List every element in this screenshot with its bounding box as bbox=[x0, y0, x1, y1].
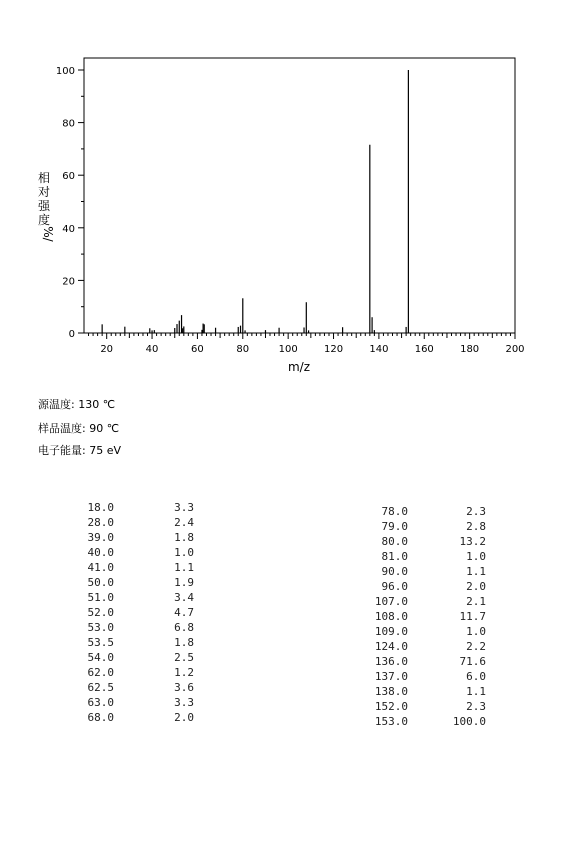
y-tick-label: 60 bbox=[62, 171, 75, 183]
abundance-value: 4.7 bbox=[174, 606, 194, 619]
abundance-value: 1.8 bbox=[174, 531, 194, 544]
table-row bbox=[60, 695, 200, 710]
table-row bbox=[340, 564, 490, 579]
mz-value: 54.0 bbox=[87, 651, 114, 664]
abundance-value: 1.9 bbox=[174, 576, 194, 589]
mz-value: 90.0 bbox=[381, 565, 408, 578]
table-row bbox=[340, 549, 490, 564]
table-row bbox=[340, 594, 490, 609]
table-row bbox=[60, 590, 200, 605]
mz-value: 63.0 bbox=[87, 696, 114, 709]
mz-value: 53.0 bbox=[87, 621, 114, 634]
table-row bbox=[60, 665, 200, 680]
x-axis bbox=[89, 333, 525, 355]
x-tick-label: 120 bbox=[323, 344, 344, 355]
table-row bbox=[340, 654, 490, 669]
table-row bbox=[60, 530, 200, 545]
mz-value: 96.0 bbox=[381, 580, 408, 593]
source-temperature: 源温度: 130 ℃ bbox=[38, 398, 116, 411]
mz-value: 51.0 bbox=[87, 591, 114, 604]
abundance-value: 2.8 bbox=[466, 520, 486, 533]
abundance-value: 1.0 bbox=[466, 550, 486, 563]
y-tick-label: 100 bbox=[55, 66, 75, 77]
mz-value: 41.0 bbox=[87, 561, 114, 574]
x-tick-label: 140 bbox=[369, 344, 389, 355]
table-row bbox=[60, 500, 200, 515]
peak-table-right bbox=[340, 504, 490, 729]
abundance-value: 1.1 bbox=[174, 561, 194, 574]
peak-table-left bbox=[60, 500, 200, 725]
x-tick-label: 100 bbox=[278, 344, 298, 355]
abundance-value: 1.8 bbox=[174, 636, 194, 649]
plot-frame bbox=[84, 58, 515, 333]
table-row bbox=[340, 699, 490, 714]
mz-value: 79.0 bbox=[381, 520, 408, 533]
abundance-value: 2.2 bbox=[466, 640, 486, 653]
table-row bbox=[340, 714, 490, 729]
x-tick-label: 40 bbox=[145, 344, 159, 355]
mz-value: 153.0 bbox=[374, 715, 408, 728]
table-row bbox=[340, 579, 490, 594]
abundance-value: 2.0 bbox=[174, 711, 194, 724]
abundance-value: 2.5 bbox=[174, 651, 194, 664]
abundance-value: 2.1 bbox=[466, 595, 486, 608]
mz-value: 50.0 bbox=[87, 576, 114, 589]
x-tick-label: 180 bbox=[460, 344, 480, 355]
table-row bbox=[60, 650, 200, 665]
table-row bbox=[60, 605, 200, 620]
x-tick-label: 60 bbox=[191, 344, 204, 355]
abundance-value: 2.3 bbox=[466, 505, 486, 518]
abundance-value: 1.1 bbox=[466, 565, 486, 578]
mz-value: 62.0 bbox=[87, 666, 114, 679]
mz-value: 53.5 bbox=[87, 636, 114, 649]
x-tick-label: 160 bbox=[414, 344, 434, 355]
abundance-value: 1.1 bbox=[466, 685, 486, 698]
mz-value: 107.0 bbox=[374, 595, 408, 608]
x-tick-label: 80 bbox=[236, 344, 250, 355]
mz-value: 124.0 bbox=[374, 640, 408, 653]
table-row bbox=[340, 609, 490, 624]
abundance-value: 100.0 bbox=[452, 715, 486, 728]
electron-energy: 电子能量: 75 eV bbox=[38, 444, 121, 457]
mz-value: 18.0 bbox=[87, 501, 114, 514]
x-tick-label: 200 bbox=[505, 344, 525, 355]
mz-value: 138.0 bbox=[374, 685, 408, 698]
mz-value: 68.0 bbox=[87, 711, 114, 724]
table-row bbox=[340, 669, 490, 684]
y-axis-label bbox=[38, 170, 55, 243]
mz-value: 108.0 bbox=[374, 610, 408, 623]
y-tick-label: 80 bbox=[62, 118, 75, 130]
abundance-value: 6.8 bbox=[174, 621, 194, 634]
abundance-value: 6.0 bbox=[466, 670, 486, 683]
table-row bbox=[340, 639, 490, 654]
table-row bbox=[60, 635, 200, 650]
abundance-value: 3.3 bbox=[174, 696, 194, 709]
mz-value: 62.5 bbox=[87, 681, 114, 694]
table-row bbox=[340, 534, 490, 549]
abundance-value: 2.0 bbox=[466, 580, 486, 593]
abundance-value: 11.7 bbox=[459, 610, 486, 623]
y-axis-label-char-5: %/ bbox=[41, 226, 55, 242]
abundance-value: 3.6 bbox=[174, 681, 194, 694]
table-row bbox=[60, 545, 200, 560]
mz-value: 40.0 bbox=[87, 546, 114, 559]
table-row bbox=[60, 680, 200, 695]
y-tick-label: 20 bbox=[62, 276, 75, 288]
y-axis-label-char-4: 度 bbox=[37, 213, 51, 227]
mz-value: 136.0 bbox=[374, 655, 408, 668]
mz-value: 39.0 bbox=[87, 531, 114, 544]
abundance-value: 71.6 bbox=[459, 655, 486, 668]
table-row bbox=[60, 575, 200, 590]
abundance-value: 3.3 bbox=[174, 501, 194, 514]
table-row bbox=[340, 504, 490, 519]
y-axis-label-char-3: 强 bbox=[37, 199, 51, 213]
x-axis-label: m/z bbox=[287, 360, 311, 374]
table-row bbox=[60, 710, 200, 725]
table-row bbox=[60, 515, 200, 530]
table-row bbox=[340, 519, 490, 534]
mz-value: 81.0 bbox=[381, 550, 408, 563]
y-axis-label-char-2: 对 bbox=[37, 185, 51, 199]
table-row bbox=[340, 624, 490, 639]
abundance-value: 2.4 bbox=[174, 516, 194, 529]
abundance-value: 1.0 bbox=[466, 625, 486, 638]
table-row bbox=[340, 684, 490, 699]
y-tick-label: 40 bbox=[62, 223, 75, 235]
abundance-value: 1.0 bbox=[174, 546, 194, 559]
abundance-value: 2.3 bbox=[466, 700, 486, 713]
table-row bbox=[60, 560, 200, 575]
abundance-value: 13.2 bbox=[459, 535, 486, 548]
abundance-value: 1.2 bbox=[174, 666, 194, 679]
mz-value: 109.0 bbox=[374, 625, 408, 638]
mz-value: 28.0 bbox=[87, 516, 114, 529]
abundance-value: 3.4 bbox=[174, 591, 194, 604]
table-row bbox=[60, 620, 200, 635]
x-tick-label: 20 bbox=[100, 344, 114, 355]
mz-value: 78.0 bbox=[381, 505, 408, 518]
y-axis bbox=[56, 66, 84, 340]
mz-value: 80.0 bbox=[381, 535, 408, 548]
y-tick-label: 0 bbox=[68, 329, 75, 340]
sample-temperature: 样品温度: 90 ℃ bbox=[38, 422, 120, 435]
mz-value: 52.0 bbox=[87, 606, 114, 619]
mz-value: 137.0 bbox=[374, 670, 408, 683]
mass-spectrum-chart bbox=[0, 0, 570, 400]
mz-value: 152.0 bbox=[374, 700, 408, 713]
y-axis-label-char-1: 相 bbox=[37, 171, 51, 185]
spectrum-peaks bbox=[102, 70, 408, 333]
